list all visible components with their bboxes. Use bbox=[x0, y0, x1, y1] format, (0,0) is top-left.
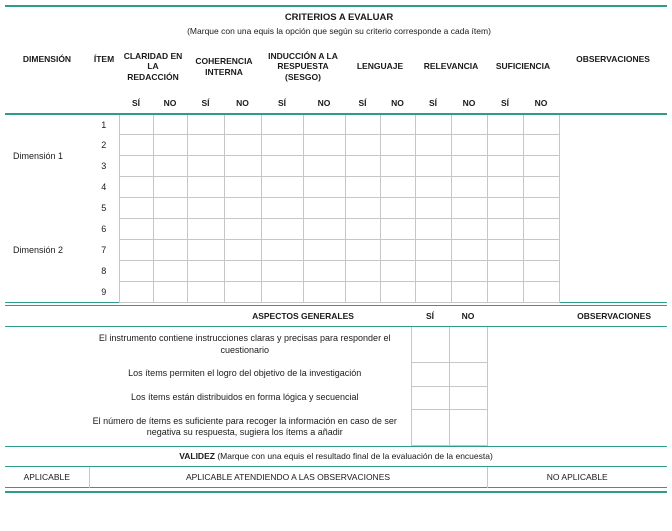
mark-cell[interactable] bbox=[261, 219, 303, 240]
mark-cell[interactable] bbox=[303, 114, 345, 135]
aspect-observations-cell[interactable] bbox=[487, 362, 667, 386]
yes-header: SÍ bbox=[261, 94, 303, 114]
criterion-header-claridad-redaccion: CLARIDAD EN LA REDACCIÓN bbox=[123, 50, 183, 82]
mark-cell[interactable] bbox=[380, 198, 415, 219]
no-header: NO bbox=[523, 94, 559, 114]
mark-cell[interactable] bbox=[345, 114, 380, 135]
general-aspects-table bbox=[5, 305, 667, 446]
mark-cell[interactable] bbox=[303, 282, 345, 303]
mark-cell[interactable] bbox=[415, 135, 451, 156]
mark-cell[interactable] bbox=[451, 177, 487, 198]
no-header: NO bbox=[224, 94, 261, 114]
mark-cell[interactable] bbox=[451, 198, 487, 219]
mark-cell[interactable] bbox=[153, 198, 187, 219]
mark-cell[interactable] bbox=[345, 240, 380, 261]
mark-cell[interactable] bbox=[261, 198, 303, 219]
bottom-border bbox=[5, 491, 667, 493]
mark-cell[interactable] bbox=[415, 198, 451, 219]
mark-cell[interactable] bbox=[261, 282, 303, 303]
no-header: NO bbox=[449, 306, 487, 327]
no-header: NO bbox=[380, 94, 415, 114]
no-header: NO bbox=[153, 94, 187, 114]
mark-cell[interactable] bbox=[119, 219, 153, 240]
mark-cell[interactable] bbox=[224, 114, 261, 135]
dimension-column-header: DIMENSIÓN bbox=[5, 6, 89, 114]
mark-cell[interactable] bbox=[487, 219, 523, 240]
item-number: 2 bbox=[101, 140, 107, 150]
mark-cell[interactable] bbox=[119, 261, 153, 282]
aspect-no-cell[interactable] bbox=[449, 410, 487, 445]
item-number: 6 bbox=[101, 224, 107, 234]
yes-header: SÍ bbox=[487, 94, 523, 114]
mark-cell[interactable] bbox=[224, 261, 261, 282]
mark-cell[interactable] bbox=[487, 198, 523, 219]
validity-option-aplicable[interactable]: APLICABLE bbox=[23, 471, 70, 482]
mark-cell[interactable] bbox=[153, 282, 187, 303]
aspect-statement: El número de ítems es suficiente para recoger la información en caso de ser negativa su respuesta, sugiera los ítems a añadir bbox=[92, 415, 397, 438]
item-number: 7 bbox=[101, 245, 107, 255]
mark-cell[interactable] bbox=[487, 261, 523, 282]
mark-cell[interactable] bbox=[187, 219, 224, 240]
item-number: 4 bbox=[101, 182, 107, 192]
mark-cell[interactable] bbox=[380, 240, 415, 261]
mark-cell[interactable] bbox=[224, 282, 261, 303]
aspect-statement: El instrumento contiene instrucciones claras y precisas para responder el cuestionario bbox=[98, 333, 391, 355]
criteria-table bbox=[5, 5, 667, 303]
general-aspects-title: ASPECTOS GENERALES bbox=[5, 306, 411, 327]
mark-cell[interactable] bbox=[261, 114, 303, 135]
mark-cell[interactable] bbox=[224, 135, 261, 156]
mark-cell[interactable] bbox=[303, 177, 345, 198]
item-column-header: ÍTEM bbox=[89, 6, 119, 114]
mark-cell[interactable] bbox=[451, 261, 487, 282]
mark-cell[interactable] bbox=[153, 177, 187, 198]
mark-cell[interactable] bbox=[415, 177, 451, 198]
yes-header: SÍ bbox=[119, 94, 153, 114]
mark-cell[interactable] bbox=[303, 135, 345, 156]
item-number: 8 bbox=[101, 266, 107, 276]
mark-cell[interactable] bbox=[261, 177, 303, 198]
aspect-observations-cell[interactable] bbox=[487, 327, 667, 363]
mark-cell[interactable] bbox=[523, 114, 559, 135]
mark-cell[interactable] bbox=[380, 261, 415, 282]
aspect-observations-cell[interactable] bbox=[487, 410, 667, 445]
validity-option-no-aplicable[interactable]: NO APLICABLE bbox=[487, 467, 667, 488]
mark-cell[interactable] bbox=[380, 219, 415, 240]
yes-header: SÍ bbox=[415, 94, 451, 114]
dimension-label: Dimensión 2 bbox=[13, 244, 64, 255]
mark-cell[interactable] bbox=[153, 240, 187, 261]
validity-option-aplicable-con-observaciones[interactable]: APLICABLE ATENDIENDO A LAS OBSERVACIONES bbox=[89, 467, 487, 488]
mark-cell[interactable] bbox=[224, 198, 261, 219]
aspect-yes-cell[interactable] bbox=[411, 386, 449, 410]
mark-cell[interactable] bbox=[415, 219, 451, 240]
criteria-subtitle: (Marque con una equis la opción que según su criterio corresponde a cada ítem) bbox=[187, 25, 491, 36]
mark-cell[interactable] bbox=[261, 240, 303, 261]
aspect-statement: Los ítems están distribuidos en forma lógica y secuencial bbox=[130, 392, 359, 403]
mark-cell[interactable] bbox=[380, 135, 415, 156]
mark-cell[interactable] bbox=[224, 240, 261, 261]
mark-cell[interactable] bbox=[487, 282, 523, 303]
aspect-yes-cell[interactable] bbox=[411, 327, 449, 363]
criterion-header-lenguaje: LENGUAJE bbox=[356, 61, 404, 72]
mark-cell[interactable] bbox=[415, 156, 451, 177]
observations-cell[interactable] bbox=[559, 114, 667, 303]
mark-cell[interactable] bbox=[303, 261, 345, 282]
item-number: 9 bbox=[101, 286, 107, 297]
mark-cell[interactable] bbox=[345, 135, 380, 156]
mark-cell[interactable] bbox=[187, 261, 224, 282]
aspect-statement: Los ítems permiten el logro del objetivo de la investigación bbox=[128, 368, 362, 379]
mark-cell[interactable] bbox=[261, 261, 303, 282]
mark-cell[interactable] bbox=[523, 261, 559, 282]
yes-header: SÍ bbox=[411, 306, 449, 327]
mark-cell[interactable] bbox=[380, 156, 415, 177]
mark-cell[interactable] bbox=[345, 177, 380, 198]
validity-label: VALIDEZ bbox=[179, 450, 215, 461]
mark-cell[interactable] bbox=[187, 198, 224, 219]
mark-cell[interactable] bbox=[451, 156, 487, 177]
mark-cell[interactable] bbox=[415, 114, 451, 135]
yes-header: SÍ bbox=[345, 94, 380, 114]
mark-cell[interactable] bbox=[380, 114, 415, 135]
criterion-header-suficiencia: SUFICIENCIA bbox=[495, 61, 551, 72]
mark-cell[interactable] bbox=[187, 240, 224, 261]
mark-cell[interactable] bbox=[153, 135, 187, 156]
criteria-title: CRITERIOS A EVALUAR bbox=[284, 12, 394, 23]
mark-cell[interactable] bbox=[523, 156, 559, 177]
mark-cell[interactable] bbox=[119, 240, 153, 261]
mark-cell[interactable] bbox=[523, 177, 559, 198]
aspect-observations-cell[interactable] bbox=[487, 386, 667, 410]
mark-cell[interactable] bbox=[415, 282, 451, 303]
mark-cell[interactable] bbox=[345, 282, 380, 303]
mark-cell[interactable] bbox=[380, 177, 415, 198]
validity-options-row bbox=[5, 467, 667, 489]
mark-cell[interactable] bbox=[523, 135, 559, 156]
mark-cell[interactable] bbox=[224, 177, 261, 198]
item-number: 3 bbox=[101, 161, 107, 171]
mark-cell[interactable] bbox=[153, 156, 187, 177]
mark-cell[interactable] bbox=[487, 135, 523, 156]
mark-cell[interactable] bbox=[345, 261, 380, 282]
mark-cell[interactable] bbox=[487, 114, 523, 135]
aspect-no-cell[interactable] bbox=[449, 327, 487, 363]
mark-cell[interactable] bbox=[187, 282, 224, 303]
mark-cell[interactable] bbox=[345, 198, 380, 219]
mark-cell[interactable] bbox=[451, 282, 487, 303]
observations-column-header: OBSERVACIONES bbox=[487, 306, 667, 327]
mark-cell[interactable] bbox=[153, 261, 187, 282]
mark-cell[interactable] bbox=[187, 177, 224, 198]
mark-cell[interactable] bbox=[261, 135, 303, 156]
item-number: 1 bbox=[101, 119, 107, 130]
mark-cell[interactable] bbox=[119, 156, 153, 177]
mark-cell[interactable] bbox=[119, 282, 153, 303]
mark-cell[interactable] bbox=[303, 219, 345, 240]
mark-cell[interactable] bbox=[224, 156, 261, 177]
aspect-no-cell[interactable] bbox=[449, 386, 487, 410]
mark-cell[interactable] bbox=[224, 219, 261, 240]
mark-cell[interactable] bbox=[153, 219, 187, 240]
mark-cell[interactable] bbox=[487, 240, 523, 261]
validity-instruction: (Marque con una equis el resultado final de la evaluación de la encuesta) bbox=[217, 450, 493, 461]
mark-cell[interactable] bbox=[119, 177, 153, 198]
no-header: NO bbox=[451, 94, 487, 114]
mark-cell[interactable] bbox=[261, 156, 303, 177]
aspect-no-cell[interactable] bbox=[449, 362, 487, 386]
mark-cell[interactable] bbox=[119, 198, 153, 219]
mark-cell[interactable] bbox=[451, 114, 487, 135]
mark-cell[interactable] bbox=[119, 114, 153, 135]
mark-cell[interactable] bbox=[187, 114, 224, 135]
mark-cell[interactable] bbox=[187, 156, 224, 177]
yes-header: SÍ bbox=[187, 94, 224, 114]
mark-cell[interactable] bbox=[153, 114, 187, 135]
mark-cell[interactable] bbox=[487, 177, 523, 198]
item-number: 5 bbox=[101, 203, 107, 213]
criterion-header-induccion-respuesta: INDUCCIÓN A LA RESPUESTA (SESGO) bbox=[268, 50, 338, 82]
criteria-title-cell bbox=[119, 6, 559, 40]
mark-cell[interactable] bbox=[380, 282, 415, 303]
no-header: NO bbox=[303, 94, 345, 114]
mark-cell[interactable] bbox=[487, 156, 523, 177]
mark-cell[interactable] bbox=[523, 282, 559, 303]
aspect-yes-cell[interactable] bbox=[411, 410, 449, 445]
mark-cell[interactable] bbox=[451, 219, 487, 240]
mark-cell[interactable] bbox=[415, 261, 451, 282]
mark-cell[interactable] bbox=[523, 198, 559, 219]
criterion-header-relevancia: RELEVANCIA bbox=[423, 61, 479, 72]
mark-cell[interactable] bbox=[119, 135, 153, 156]
aspect-yes-cell[interactable] bbox=[411, 362, 449, 386]
mark-cell[interactable] bbox=[345, 156, 380, 177]
mark-cell[interactable] bbox=[345, 219, 380, 240]
mark-cell[interactable] bbox=[303, 240, 345, 261]
dimension-label: Dimensión 1 bbox=[13, 151, 64, 161]
mark-cell[interactable] bbox=[303, 156, 345, 177]
validity-bar bbox=[5, 446, 667, 467]
mark-cell[interactable] bbox=[523, 219, 559, 240]
mark-cell[interactable] bbox=[523, 240, 559, 261]
mark-cell[interactable] bbox=[187, 135, 224, 156]
mark-cell[interactable] bbox=[451, 135, 487, 156]
mark-cell[interactable] bbox=[415, 240, 451, 261]
mark-cell[interactable] bbox=[451, 240, 487, 261]
criterion-header-coherencia-interna: COHERENCIA INTERNA bbox=[195, 55, 253, 77]
mark-cell[interactable] bbox=[303, 198, 345, 219]
observations-column-header: OBSERVACIONES bbox=[559, 6, 667, 114]
